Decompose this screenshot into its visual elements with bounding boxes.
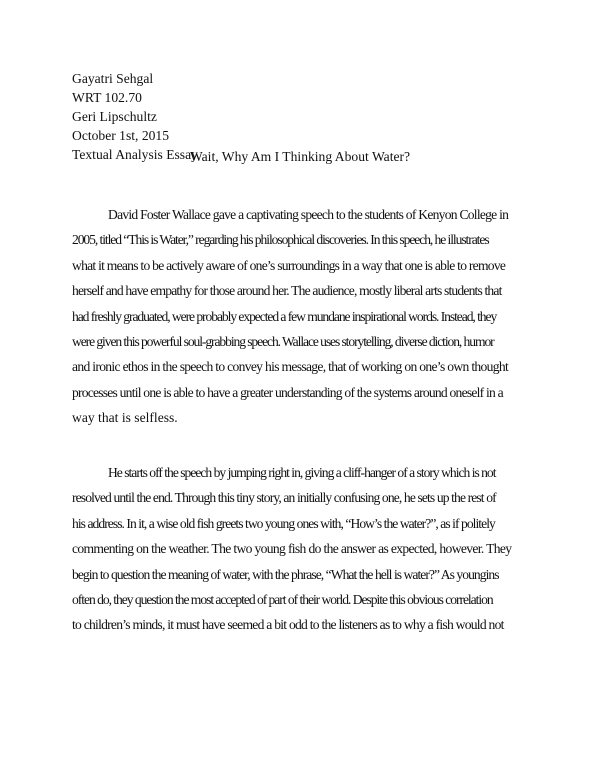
paragraph-line: often do, they question the most accepted of part of their world. Despite this obvious correlation	[72, 592, 493, 608]
paragraph-line: what it means to be actively aware of one’s surroundings in a way that one is able to remove	[72, 257, 506, 273]
paragraph-line: herself and have empathy for those around her. The audience, mostly liberal arts students that	[72, 283, 502, 299]
assignment-type: Textual Analysis Essay	[72, 147, 198, 162]
author-name: Gayatri Sehgal	[72, 71, 154, 86]
paragraph-line: David Foster Wallace gave a captivating speech to the students of Kenyon College in	[108, 207, 509, 222]
paragraph-line: resolved until the end. Through this tiny story, an initially confusing one, he sets up the rest of	[72, 490, 496, 506]
paragraph-line: begin to question the meaning of water, with the phrase, “What the hell is water?” As youngins	[72, 566, 499, 582]
paragraph-2	[72, 460, 528, 638]
paragraph-line: had freshly graduated, were probably expected a few mundane inspirational words. Instead, they	[72, 308, 497, 324]
paragraph-line: processes until one is able to have a greater understanding of the systems around oneself in a	[72, 384, 503, 400]
course-code: WRT 102.70	[72, 90, 142, 105]
paragraph-line: to children’s minds, it must have seemed a bit odd to the listeners as to why a fish would not	[72, 617, 504, 633]
paragraph-line: his address. In it, a wise old fish greets two young ones with, “How’s the water?”, as if politely	[72, 515, 495, 531]
paragraph-line: way that is selfless.	[72, 410, 178, 426]
paragraph-line: 2005, titled “This is Water,” regarding his philosophical discoveries. In this speech, he illustrates	[72, 232, 489, 248]
paragraph-line: were given this powerful soul-grabbing speech. Wallace uses storytelling, diverse diction, humor	[72, 334, 494, 350]
paragraph-line: He starts off the speech by jumping right in, giving a cliff-hanger of a story which is not	[108, 465, 496, 480]
essay-date: October 1st, 2015	[72, 128, 170, 143]
essay-title: Wait, Why Am I Thinking About Water?	[189, 149, 411, 164]
instructor-name: Geri Lipschultz	[72, 109, 157, 124]
paragraph-1	[72, 202, 528, 431]
paragraph-line: commenting on the weather. The two young fish do the answer as expected, however. They	[72, 541, 512, 557]
paragraph-line: and ironic ethos in the speech to convey his message, that of working on one’s own thought	[72, 359, 509, 375]
